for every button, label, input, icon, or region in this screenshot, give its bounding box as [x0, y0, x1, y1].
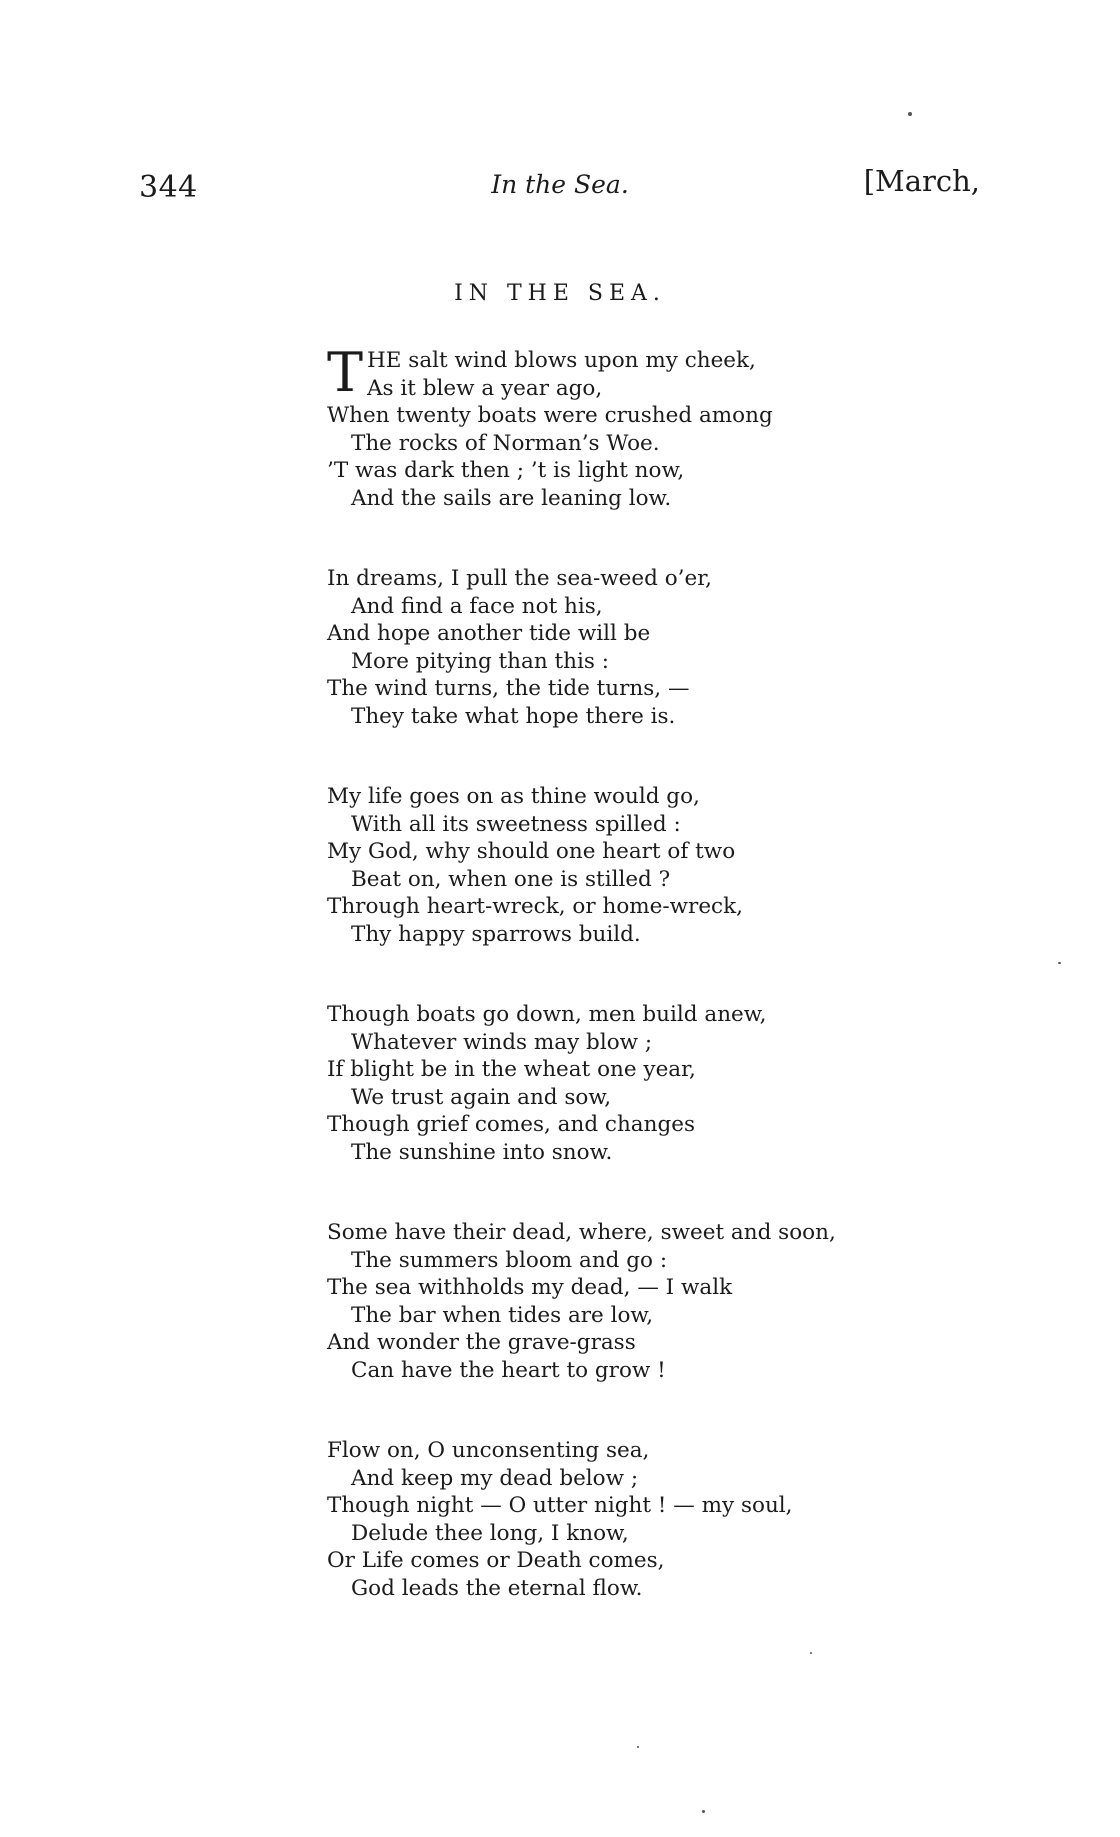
- running-title: In the Sea.: [491, 170, 629, 199]
- first-line-text: HE salt wind blows upon my cheek,: [367, 348, 756, 373]
- poem-line: Through heart-wreck, or home-wreck,: [327, 894, 743, 919]
- stanza-6: [327, 1437, 1027, 1602]
- poem-line: Though grief comes, and changes: [327, 1112, 695, 1137]
- poem-line: We trust again and sow,: [351, 1084, 612, 1110]
- poem-line: My life goes on as thine would go,: [327, 784, 700, 809]
- poem-body: [327, 341, 1027, 1655]
- poem-title: IN THE SEA.: [454, 281, 666, 306]
- poem-line: The wind turns, the tide turns, —: [327, 676, 690, 701]
- poem-line: Beat on, when one is stilled ?: [351, 866, 671, 892]
- poem-line: And keep my dead below ;: [351, 1465, 639, 1491]
- poem-line: And find a face not his,: [351, 593, 603, 619]
- poem-line: God leads the eternal flow.: [351, 1575, 643, 1601]
- running-date: [March,: [863, 164, 980, 198]
- poem-line: When twenty boats were crushed among: [327, 403, 773, 428]
- paper-speck: [702, 1810, 705, 1813]
- poem-line: In dreams, I pull the sea-weed o’er,: [327, 566, 712, 591]
- paper-speck: [1058, 962, 1061, 964]
- poem-line: The rocks of Norman’s Woe.: [351, 430, 660, 456]
- poem-line: ’T was dark then ; ’t is light now,: [327, 458, 685, 483]
- poem-line: They take what hope there is.: [351, 703, 676, 729]
- stanza-5: [327, 1219, 1027, 1384]
- poem-line: And the sails are leaning low.: [351, 485, 672, 511]
- poem-line: My God, why should one heart of two: [327, 839, 736, 864]
- stanza-2: [327, 565, 1027, 730]
- stanza-1: [327, 341, 1027, 512]
- paper-speck: [637, 1746, 639, 1748]
- poem-line: Delude thee long, I know,: [351, 1520, 629, 1546]
- poem-line: Whatever winds may blow ;: [351, 1029, 653, 1055]
- poem-line: Though night — O utter night ! — my soul,: [327, 1493, 793, 1518]
- poem-line: And hope another tide will be: [327, 621, 651, 646]
- drop-cap: T: [327, 341, 364, 404]
- stanza-4: [327, 1001, 1027, 1166]
- poem-line: Though boats go down, men build anew,: [327, 1002, 767, 1027]
- poem-line: More pitying than this :: [351, 648, 609, 674]
- poem-line: The summers bloom and go :: [351, 1247, 668, 1273]
- poem-line: Some have their dead, where, sweet and soon,: [327, 1220, 836, 1245]
- poem-line: The sunshine into snow.: [351, 1139, 613, 1165]
- poem-line: Thy happy sparrows build.: [351, 921, 641, 947]
- poem-line: If blight be in the wheat one year,: [327, 1057, 696, 1082]
- poem-line: As it blew a year ago,: [367, 375, 603, 401]
- paper-speck: [908, 112, 912, 116]
- poem-line: With all its sweetness spilled :: [351, 811, 681, 837]
- stanza-3: [327, 783, 1027, 948]
- poem-line: And wonder the grave-grass: [327, 1330, 636, 1355]
- poem-line: The bar when tides are low,: [351, 1302, 654, 1328]
- page-number: 344: [139, 170, 198, 205]
- poem-line: Can have the heart to grow !: [351, 1357, 666, 1383]
- paper-speck: [810, 1652, 812, 1654]
- poem-line: Or Life comes or Death comes,: [327, 1548, 665, 1573]
- poem-line: Flow on, O unconsenting sea,: [327, 1438, 650, 1463]
- poem-line: The sea withholds my dead, — I walk: [327, 1275, 733, 1300]
